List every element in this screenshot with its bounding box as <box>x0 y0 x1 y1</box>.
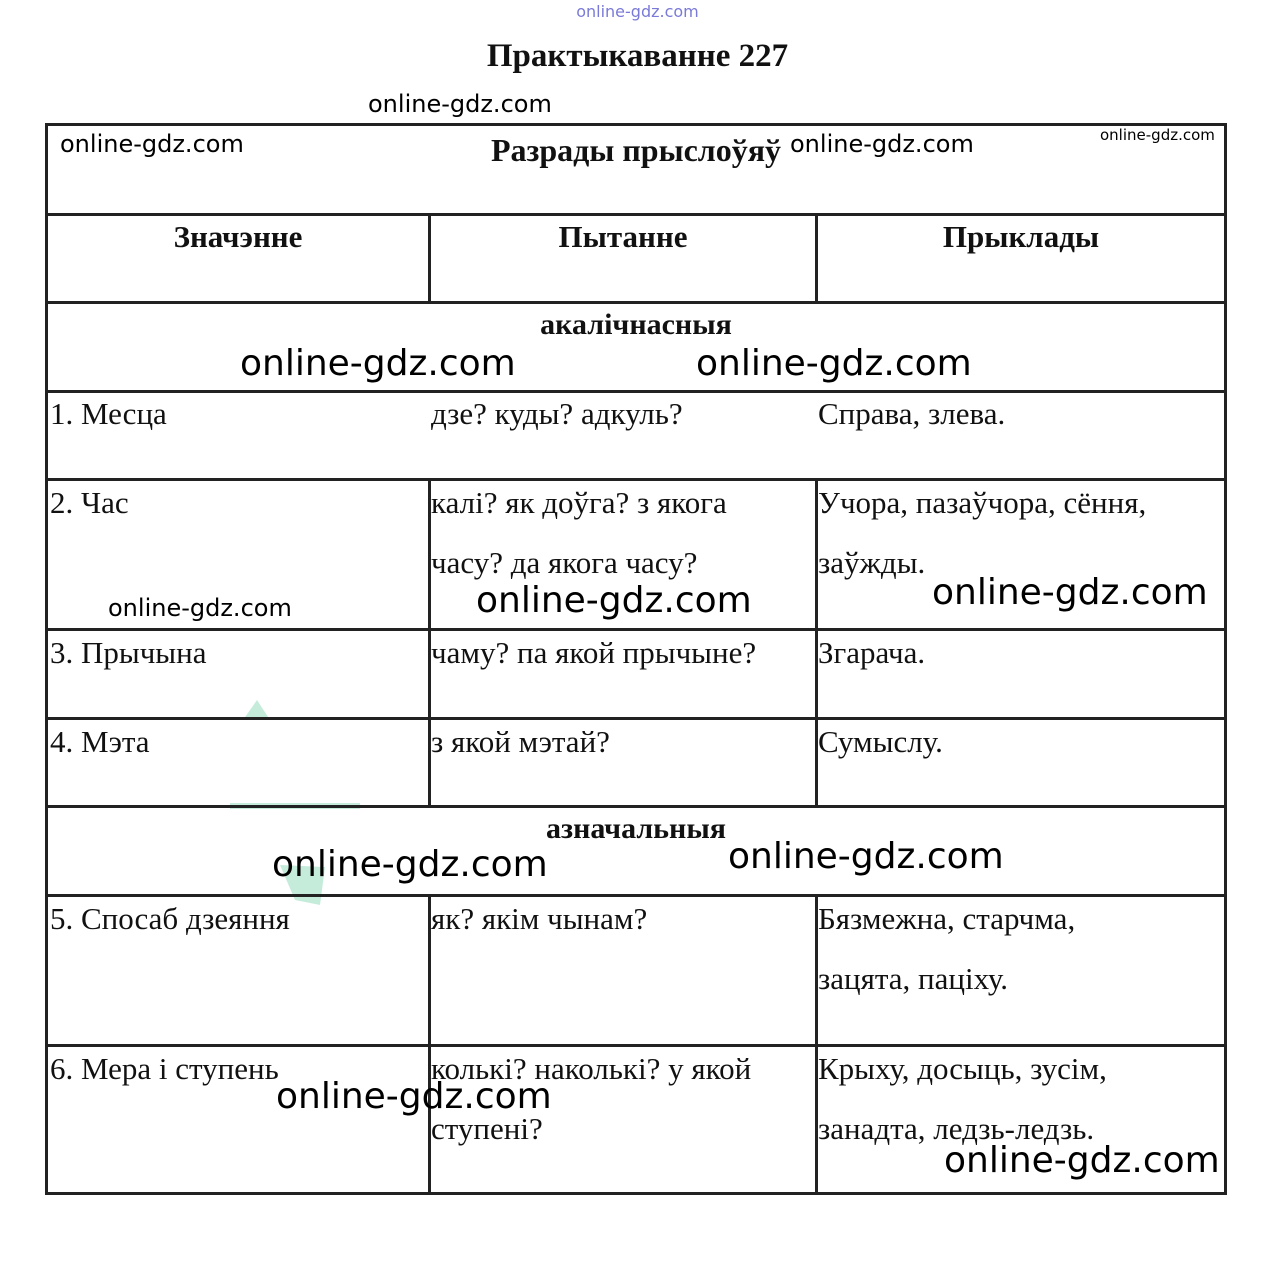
cell-meaning: 2. Час <box>50 485 129 520</box>
page-title: Практыкаванне 227 <box>486 38 789 74</box>
watermark-text: online-gdz.com <box>1100 126 1215 144</box>
group-heading: азначальныя <box>546 812 726 845</box>
watermark-text: online-gdz.com <box>790 130 974 158</box>
cell-question: з якой мэтай? <box>431 724 610 759</box>
table-title: Разрады прыслоўяў <box>490 132 782 168</box>
cell-meaning: 5. Спосаб дзеяння <box>50 901 290 936</box>
header-meaning: Значэнне <box>173 219 303 254</box>
cell-examples: Крыху, досыць, зусім, занадта, ледзь-ледзь. <box>818 1051 1107 1146</box>
cell-question: як? якім чынам? <box>431 901 648 936</box>
cell-question: колькі? наколькі? у якой ступені? <box>431 1051 752 1146</box>
cell-examples: Сумыслу. <box>818 724 943 759</box>
header-question: Пытанне <box>558 219 688 254</box>
cell-examples: Справа, злева. <box>818 396 1006 431</box>
watermark-text: online-gdz.com <box>108 594 292 622</box>
watermark-text: online-gdz.com <box>728 836 1004 877</box>
header-examples: Прыклады <box>942 219 1100 254</box>
watermark-text: online-gdz.com <box>368 90 552 118</box>
watermark-text: online-gdz.com <box>476 580 752 621</box>
cell-meaning: 3. Прычына <box>50 635 207 670</box>
cell-examples: Бязмежна, старчма, зацята, паціху. <box>818 901 1076 996</box>
cell-meaning: 1. Месца <box>50 396 167 431</box>
cell-examples: Учора, пазаўчора, сёння, заўжды. <box>818 485 1147 580</box>
top-watermark: online-gdz.com <box>576 2 699 21</box>
watermark-text: online-gdz.com <box>944 1140 1220 1181</box>
cell-meaning: 4. Мэта <box>50 724 150 759</box>
cell-meaning: 6. Мера і ступень <box>50 1051 279 1086</box>
cell-examples: Згарача. <box>818 635 926 670</box>
watermark-text: online-gdz.com <box>240 343 516 384</box>
watermark-text: online-gdz.com <box>276 1076 552 1117</box>
watermark-text: online-gdz.com <box>932 572 1208 613</box>
watermark-text: online-gdz.com <box>272 844 548 885</box>
watermark-text: online-gdz.com <box>60 130 244 158</box>
adverb-categories-table <box>45 123 1227 1195</box>
cell-question: чаму? па якой прычыне? <box>431 635 757 670</box>
cell-question: дзе? куды? адкуль? <box>431 396 683 431</box>
watermark-text: online-gdz.com <box>696 343 972 384</box>
cell-question: калі? як доўга? з якога часу? да якога часу? <box>431 485 727 580</box>
group-heading: акалічнасныя <box>540 308 732 341</box>
